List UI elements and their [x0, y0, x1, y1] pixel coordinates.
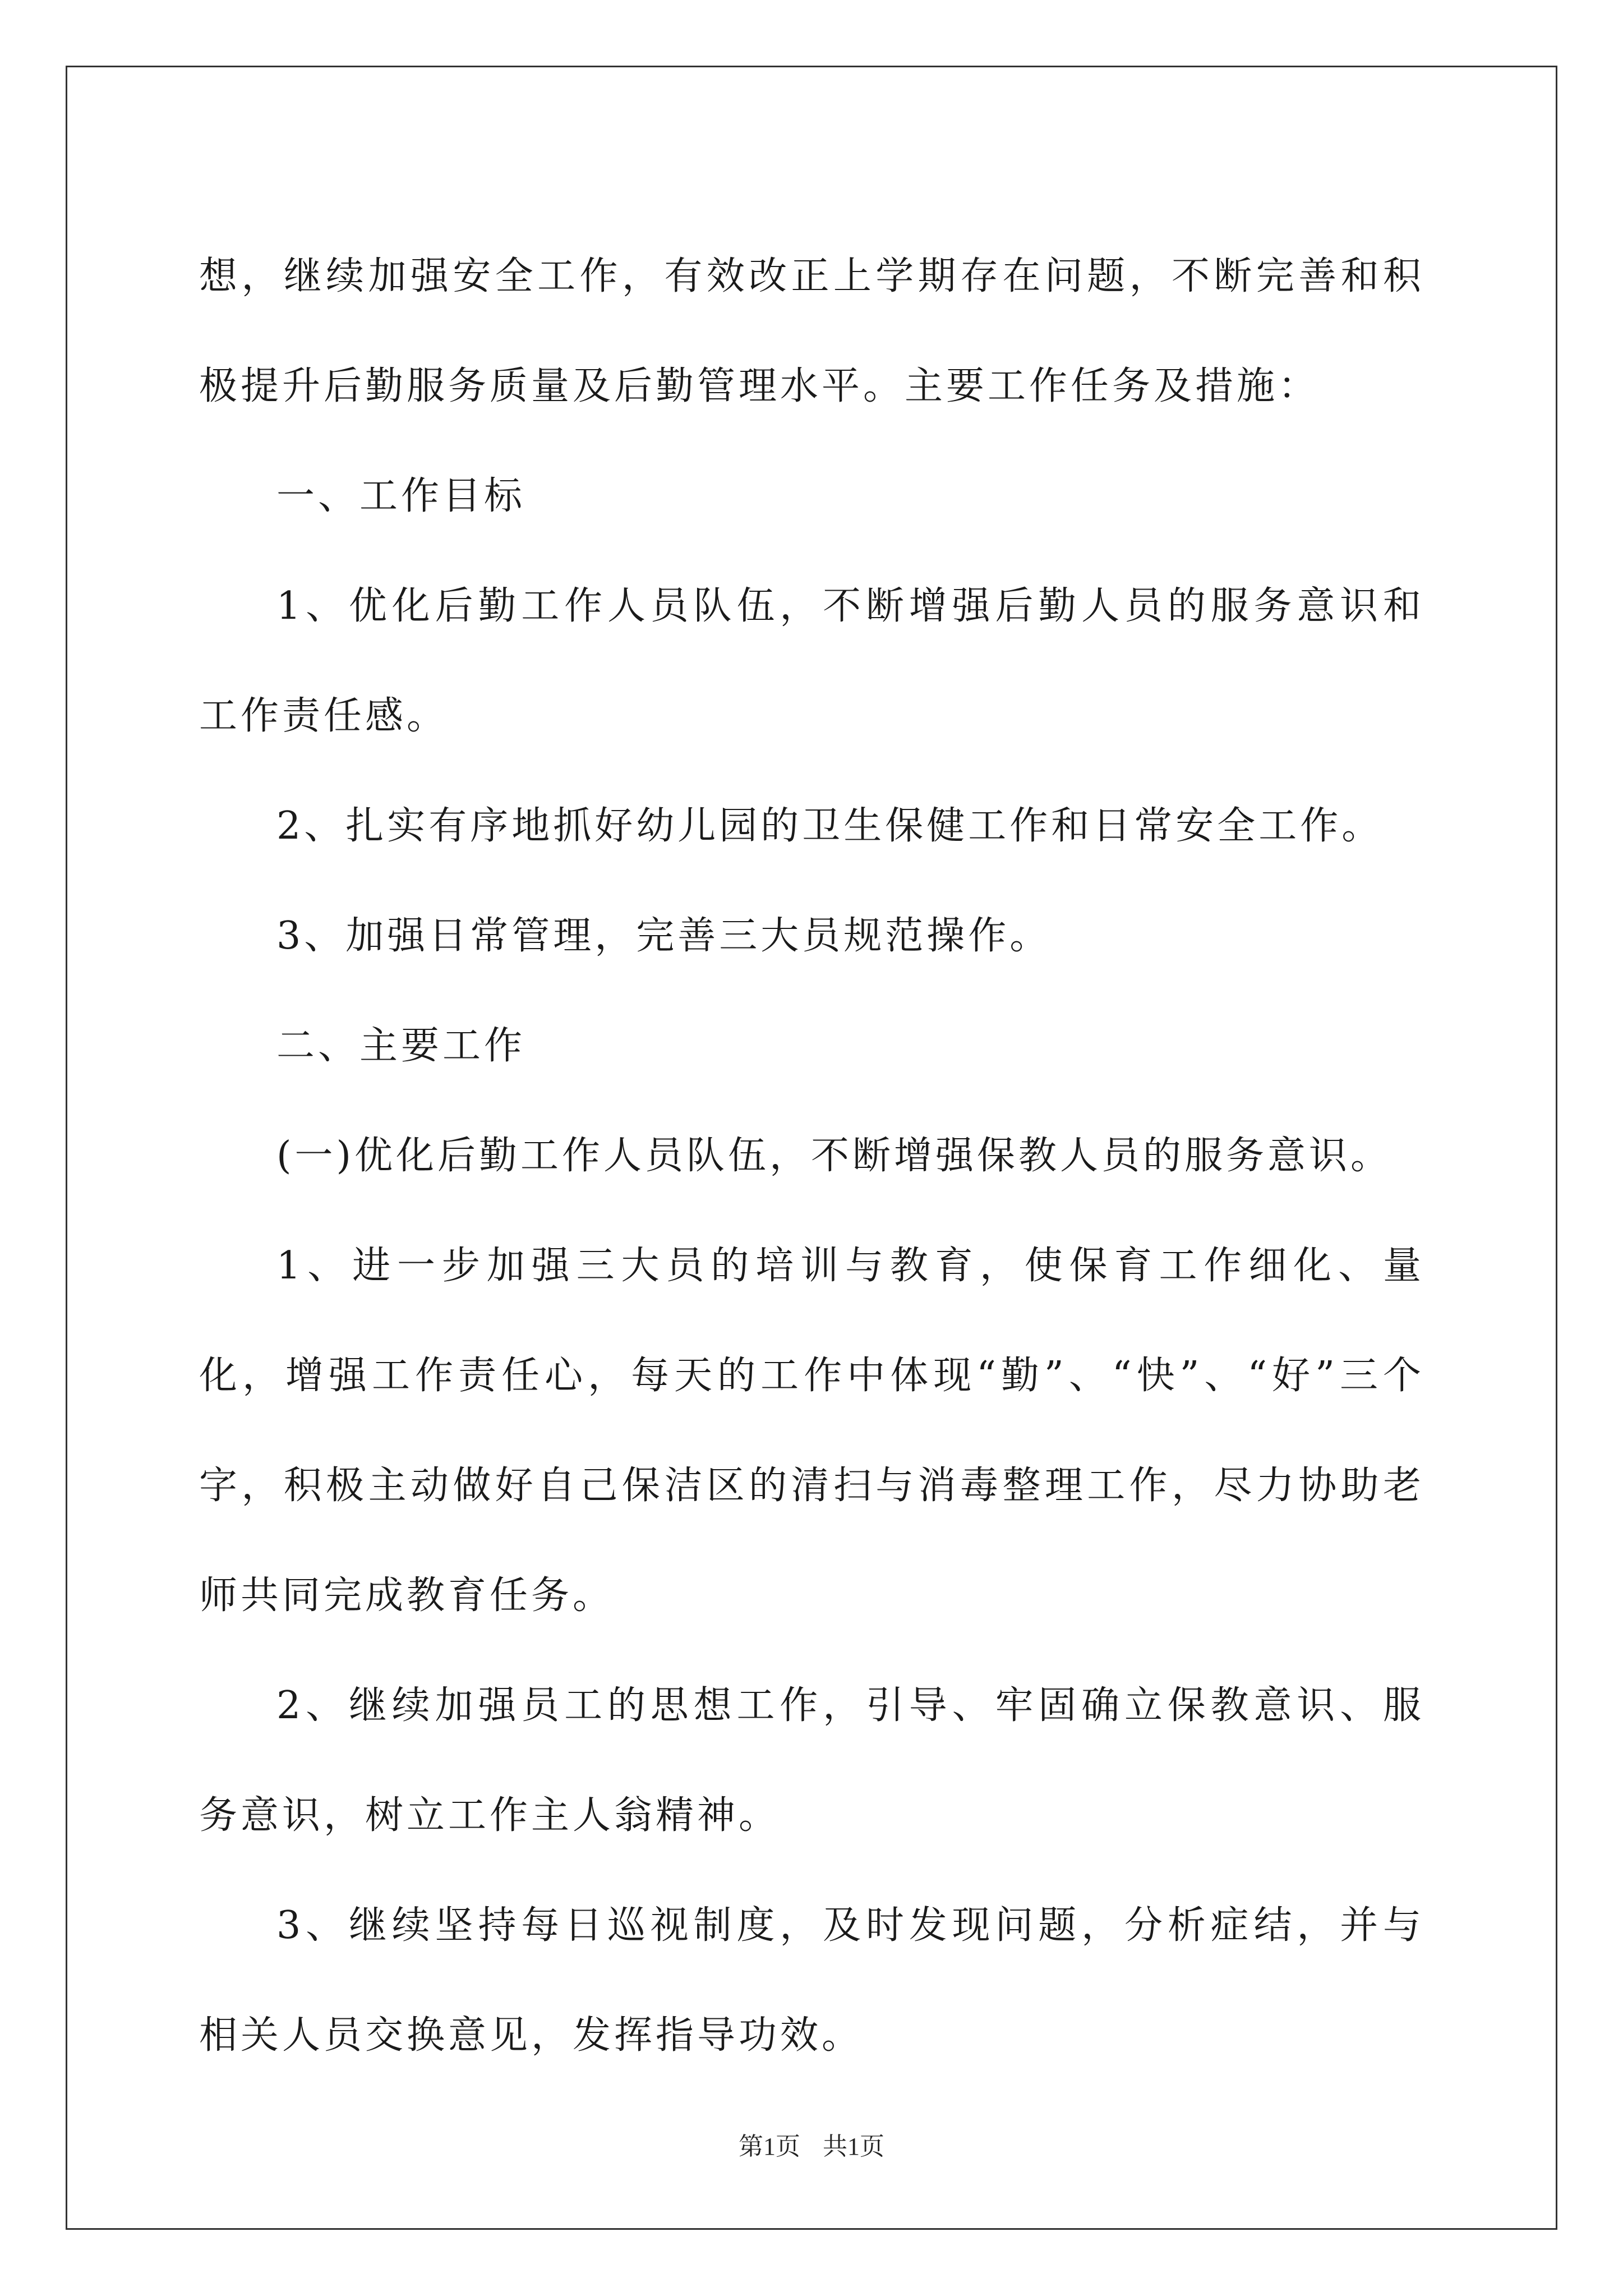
- paragraph-goal-1: 1、优化后勤工作人员队伍，不断增强后勤人员的服务意识和工作责任感。: [199, 584, 1424, 738]
- page-total: 共1页: [823, 2133, 884, 2160]
- page-number: 第1页: [739, 2133, 800, 2160]
- heading-work-goals: 一、工作目标: [276, 474, 526, 518]
- paragraph-work-1: 1、进一步加强三大员的培训与教育，使保育工作细化、量化，增强工作责任心，每天的工作中体现“勤”、“快”、“好”三个字，积极主动做好自己保洁区的清扫与消毒整理工作，尽力协助老师共同完成教育任务。: [199, 1244, 1424, 1618]
- page-footer: [0, 2126, 1623, 2162]
- paragraph-goal-3: 3、加强日常管理，完善三大员规范操作。: [276, 914, 1052, 958]
- paragraph-work-2: 2、继续加强员工的思想工作，引导、牢固确立保教意识、服务意识，树立工作主人翁精神。: [199, 1683, 1424, 1838]
- subheading-optimize-staff: (一)优化后勤工作人员队伍，不断增强保教人员的服务意识。: [276, 1134, 1393, 1178]
- heading-main-work: 二、主要工作: [276, 1024, 526, 1068]
- paragraph-work-3: 3、继续坚持每日巡视制度，及时发现问题，分析症结，并与相关人员交换意见，发挥指导功效。: [199, 1903, 1424, 2058]
- paragraph-goal-2: 2、扎实有序地抓好幼儿园的卫生保健工作和日常安全工作。: [276, 804, 1384, 848]
- document-body: [199, 222, 1424, 2091]
- paragraph-intro-continuation: 想，继续加强安全工作，有效改正上学期存在问题，不断完善和积极提升后勤服务质量及后勤管理水平。主要工作任务及措施：: [199, 254, 1424, 408]
